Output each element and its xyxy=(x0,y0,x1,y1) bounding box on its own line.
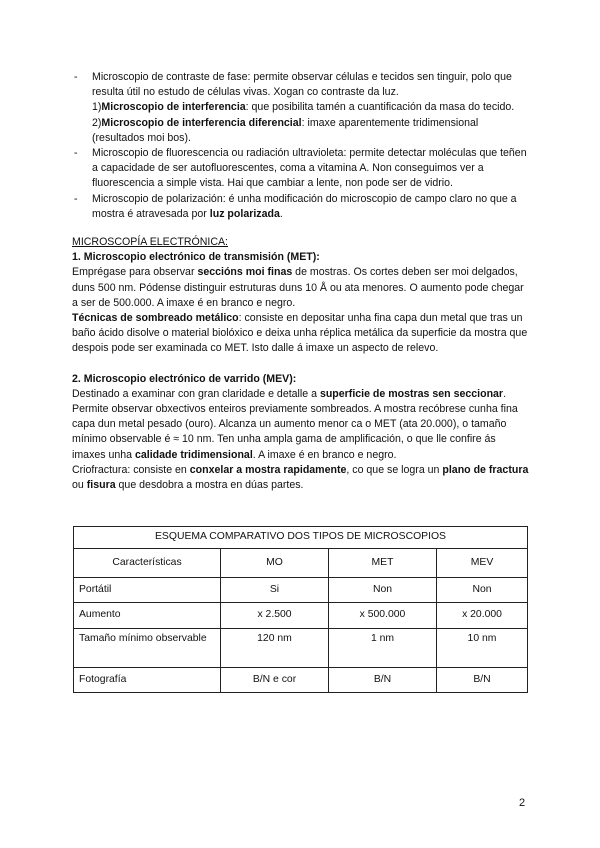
table-cell: x 500.000 xyxy=(329,603,437,629)
column-header: MET xyxy=(329,549,437,578)
table-caption: ESQUEMA COMPARATIVO DOS TIPOS DE MICROSCOPIOS xyxy=(74,527,528,549)
table-header-row xyxy=(74,549,528,578)
table-cell: 120 nm xyxy=(221,629,329,668)
table-cell: B/N xyxy=(329,668,437,693)
mev-title: 2. Microscopio electrónico de varrido (MEV): xyxy=(72,372,297,385)
section-heading: MICROSCOPÍA ELECTRÓNICA: xyxy=(72,236,228,249)
column-header: MO xyxy=(221,549,329,578)
comparison-table xyxy=(73,526,528,693)
column-header: MEV xyxy=(437,549,528,578)
row-label: Fotografía xyxy=(74,668,221,693)
table-row xyxy=(74,668,528,693)
cryofracture-paragraph: Criofractura: consiste en conxelar a mostra rapidamente, co que se logra un plano de fractura ou fisura que desdobra a mostra en dúas partes. xyxy=(72,463,529,492)
bullet-dash: - xyxy=(74,71,78,83)
list-item xyxy=(72,70,529,146)
table-cell: 1 nm xyxy=(329,629,437,668)
column-header: Características xyxy=(74,549,221,578)
table-cell: 10 nm xyxy=(437,629,528,668)
table-cell: B/N e cor xyxy=(221,668,329,693)
bullet-dash: - xyxy=(74,192,78,205)
mev-paragraph: Destinado a examinar con gran claridade e detalle a superficie de mostras sen seccionar. Permite observar obxectivos enteiros previamente sombreados. A mostra recóbrese cunha fina capa dun metal pesado (ouro). Alcanza un aumento menor ca o MET (ata 20.000), o tamaño mínimo observable é ≈ 10 nm. Ten unha ampla gama de amplificación, o que lle confire ás imaxes unha calidade tridimensional. A imaxe é en branco e negro. xyxy=(72,387,518,461)
list-item-text: Microscopio de polarización: é unha modificación do microscopio de campo claro no que a mostra é atravesada por luz polarizada. xyxy=(92,192,517,220)
document-page xyxy=(72,70,529,493)
table-cell: Non xyxy=(329,578,437,603)
row-label: Portátil xyxy=(74,578,221,603)
bullet-list xyxy=(72,70,529,222)
page-number: 2 xyxy=(519,797,526,809)
list-item-text: Microscopio de fluorescencia ou radiación ultravioleta: permite detectar moléculas que teñen a capacidade de ser autofluorescentes, coma a vitamina A. Non conseguimos ver a fluorescencia a simple vista. Hai que cambiar a lente, non pode ser de vidrio. xyxy=(92,147,527,190)
table-row xyxy=(74,603,528,629)
bullet-dash: - xyxy=(74,147,78,160)
met-paragraph: Emprégase para observar seccións moi finas de mostras. Os cortes deben ser moi delgados, duns 500 nm. Pódense distinguir estruturas duns 10 Å ou ata menores. O aumento pode chegar a ser de 500.000. A imaxe é en branco e negro. xyxy=(72,266,524,309)
table-cell: x 2.500 xyxy=(221,603,329,629)
row-label: Aumento xyxy=(74,603,221,629)
row-label: Tamaño mínimo observable xyxy=(74,629,221,668)
table-cell: x 20.000 xyxy=(437,603,528,629)
list-item xyxy=(72,192,529,222)
table-row xyxy=(74,578,528,603)
table-cell: B/N xyxy=(437,668,528,693)
table-row xyxy=(74,629,528,668)
met-shading-paragraph: Técnicas de sombreado metálico: consiste en depositar unha fina capa dun metal que tras un baño ácido disolve o material biolóxico e deixa unha réplica metálica da superficie da mostra que despois pode ser examinada co MET. Isto dalle á imaxe un aspecto de relevo. xyxy=(72,312,528,355)
table-cell: Si xyxy=(221,578,329,603)
list-item xyxy=(72,146,529,192)
table-cell: Non xyxy=(437,578,528,603)
list-item-text: Microscopio de contraste de fase: permite observar células e tecidos sen tinguir, polo que resulta útil no estudo de células vivas. Xogan co contraste da luz. 1)Microscopio de interferencia: que posibilita tamén a cuantificación da masa do tecido. 2)Microscopio de interferencia diferencial: imaxe aparentemente tridimensional (resultados moi bos). xyxy=(92,71,515,144)
met-title: 1. Microscopio electrónico de transmisión (MET): xyxy=(72,251,320,264)
